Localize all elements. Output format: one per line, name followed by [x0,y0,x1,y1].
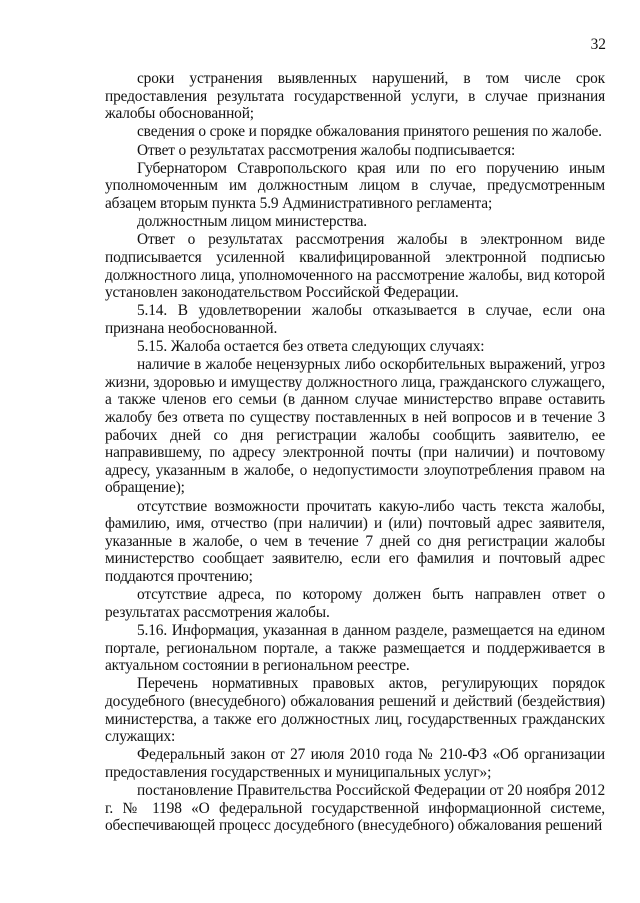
paragraph: должностным лицом министерства. [137,213,367,231]
paragraph: сведения о сроке и порядке обжалования принятого решения по жалобе. [137,123,602,141]
paragraph: 5.16. Информация, указанная в данном разделе, размещается на едином портале, региональном портале, а также размещается и поддерживается в актуальном состоянии в региональном реестре. [105,621,605,675]
paragraph: отсутствие адреса, по которому должен быть направлен ответ о результатах рассмотрения жалобы. [105,586,605,621]
paragraph: отсутствие возможности прочитать какую-либо часть текста жалобы, фамилию, имя, отчество (при наличии) и (или) почтовый адрес заявителя, указанные в жалобе, о чем в течение 7 дней со дня регистрации жалобы министерство сообщает заявителю, если его фамилия и почтовый адрес поддаются прочтению; [105,497,605,585]
paragraph: 5.14. В удовлетворении жалобы отказывается в случае, если она признана необоснованной. [105,302,605,337]
document-body [105,70,605,835]
paragraph: сроки устранения выявленных нарушений, в том числе срок предоставления результата государственной услуги, в случае признания жалобы обоснованной; [105,70,605,123]
paragraph: Ответ о результатах рассмотрения жалобы в электронном виде подписывается усиленной квалифицированной электронной подписью должностного лица, уполномоченного на рассмотрение жалобы, вид которой установлен законодательством Российской Федерации. [105,231,605,302]
paragraph: наличие в жалобе нецензурных либо оскорбительных выражений, угроз жизни, здоровью и имуществу должностного лица, гражданского служащего, а также членов его семьи (в данном случае министерство вправе оставить жалобу без ответа по существу поставленных в ней вопросов и в течение 3 рабочих дней со дня регистрации жалобы сообщить заявителю, ее направившему, по адресу электронной почты (при наличии) и почтовому адресу, указанным в жалобе, о недопустимости злоупотребления правом на обращение); [105,356,605,497]
page-number: 32 [590,36,606,53]
paragraph: Перечень нормативных правовых актов, регулирующих порядок досудебного (внесудебного) обжалования решений и действий (бездействия) министерства, а также его должностных лиц, государственных гражданских служащих: [105,675,605,746]
paragraph: 5.15. Жалоба остается без ответа следующих случаях: [137,338,485,356]
paragraph: постановление Правительства Российской Федерации от 20 ноября 2012 г. № 1198 «О федеральной государственной информационной системе, обеспечивающей процесс досудебного (внесудебного) обжалования решений [105,782,605,835]
paragraph: Федеральный закон от 27 июля 2010 года № 210-ФЗ «Об организации предоставления государственных и муниципальных услуг»; [105,746,605,781]
paragraph: Ответ о результатах рассмотрения жалобы подписывается: [137,141,516,159]
paragraph: Губернатором Ставропольского края или по его поручению иным уполномоченным им должностным лицом в случае, предусмотренным абзацем вторым пункта 5.9 Административного регламента; [105,159,605,212]
